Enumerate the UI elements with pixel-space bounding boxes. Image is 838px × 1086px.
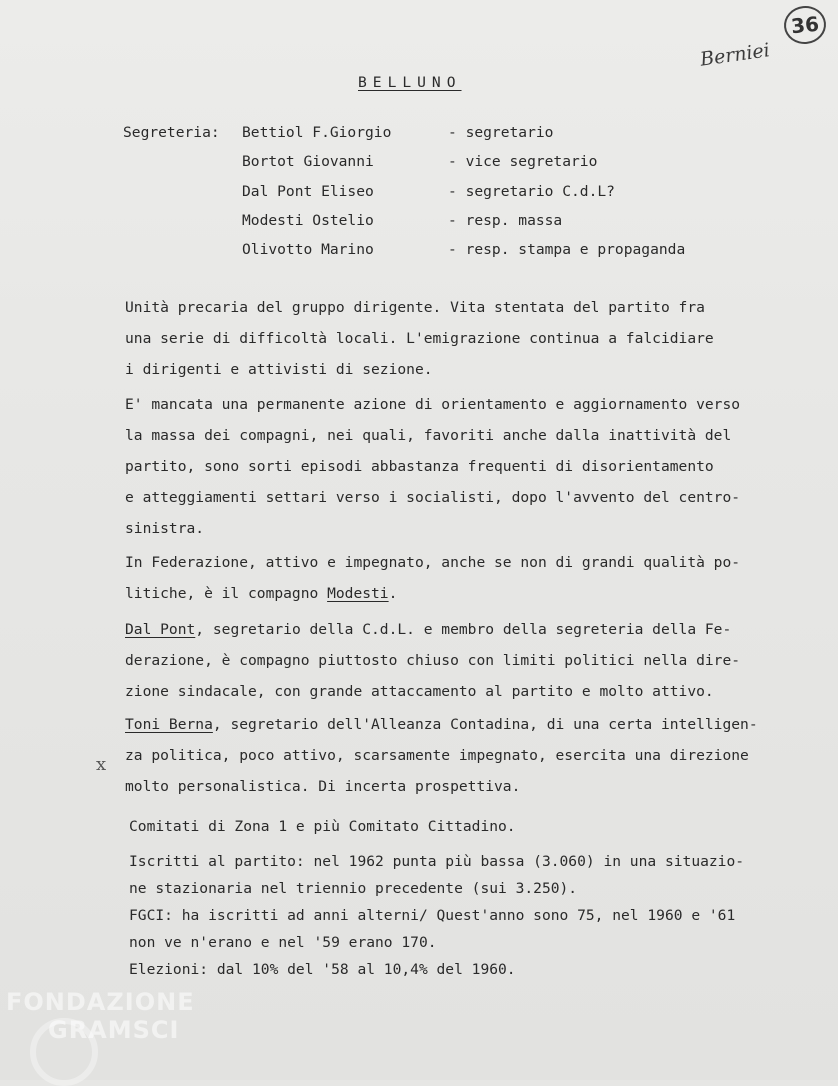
text-line: sinistra. xyxy=(125,520,205,537)
text-line xyxy=(125,578,830,609)
text-line: derazione, è compagno piuttosto chiuso con limiti politici nella dire- xyxy=(125,652,741,669)
paragraph-toni-berna xyxy=(125,709,830,802)
underlined-name-dal-pont: Dal Pont xyxy=(125,621,196,638)
paragraph-orientation xyxy=(125,389,830,544)
member-role: - segretario xyxy=(448,124,554,141)
segreteria-row xyxy=(0,241,838,263)
text-line: i dirigenti e attivisti di sezione. xyxy=(125,361,433,378)
text-line: non ve n'erano e nel '59 erano 170. xyxy=(129,934,437,951)
segreteria-label: Segreteria: xyxy=(123,124,220,141)
handwritten-annotation: Berniei xyxy=(698,39,772,71)
text-line: partito, sono sorti episodi abbastanza frequenti di disorientamento xyxy=(125,458,714,475)
member-role: - vice segretario xyxy=(448,153,598,170)
text-line xyxy=(125,709,830,740)
paragraph-federazione xyxy=(125,547,830,609)
text-line: ne stazionaria nel triennio precedente (sui 3.250). xyxy=(129,880,578,897)
text-line: molto personalistica. Di incerta prospettiva. xyxy=(125,778,521,795)
watermark xyxy=(6,990,195,1042)
text-segment: . xyxy=(388,585,398,602)
text-line: FGCI: ha iscritti ad anni alterni/ Quest'anno sono 75, nel 1960 e '61 xyxy=(129,907,736,924)
text-segment: litiche, è il compagno xyxy=(125,585,328,602)
text-line: e atteggiamenti settari verso i socialisti, dopo l'avvento del centro- xyxy=(125,489,741,506)
text-segment: , segretario della C.d.L. e membro della segreteria della Fe- xyxy=(195,621,732,638)
text-line: Comitati di Zona 1 e più Comitato Cittadino. xyxy=(129,818,516,835)
segreteria-row xyxy=(0,124,838,146)
paragraph-iscritti xyxy=(129,848,834,983)
text-line xyxy=(125,614,830,645)
member-name: Olivotto Marino xyxy=(242,241,374,258)
member-name: Bortot Giovanni xyxy=(242,153,374,170)
member-name: Dal Pont Eliseo xyxy=(242,183,374,200)
watermark-line: FONDAZIONE xyxy=(6,988,195,1016)
paragraph-comitati xyxy=(129,811,834,842)
segreteria-row xyxy=(0,183,838,205)
text-line: Unità precaria del gruppo dirigente. Vita stentata del partito fra xyxy=(125,299,705,316)
text-line: E' mancata una permanente azione di orientamento e aggiornamento verso xyxy=(125,396,741,413)
underlined-name-modesti: Modesti xyxy=(327,585,389,602)
paragraph-dal-pont xyxy=(125,614,830,707)
text-line: za politica, poco attivo, scarsamente impegnato, esercita una direzione xyxy=(125,747,749,764)
margin-mark: x xyxy=(96,754,107,775)
member-role: - resp. stampa e propaganda xyxy=(448,241,686,258)
underlined-name-toni-berna: Toni Berna xyxy=(125,716,213,733)
member-role: - resp. massa xyxy=(448,212,563,229)
text-line: la massa dei compagni, nei quali, favoriti anche dalla inattività del xyxy=(125,427,732,444)
text-line: Iscritti al partito: nel 1962 punta più bassa (3.060) in una situazio- xyxy=(129,853,745,870)
text-line: In Federazione, attivo e impegnato, anche se non di grandi qualità po- xyxy=(125,554,741,571)
text-line: una serie di difficoltà locali. L'emigrazione continua a falcidiare xyxy=(125,330,714,347)
member-name: Bettiol F.Giorgio xyxy=(242,124,392,141)
text-line: zione sindacale, con grande attaccamento al partito e molto attivo. xyxy=(125,683,714,700)
watermark-line: GRAMSCI xyxy=(48,1016,180,1044)
member-name: Modesti Ostelio xyxy=(242,212,374,229)
page-number-circle: 36 xyxy=(782,4,828,46)
text-line: Elezioni: dal 10% del '58 al 10,4% del 1960. xyxy=(129,961,516,978)
member-role: - segretario C.d.L? xyxy=(448,183,615,200)
document-title: BELLUNO xyxy=(358,74,462,91)
text-segment: , segretario dell'Alleanza Contadina, di una certa intelligen- xyxy=(212,716,758,733)
segreteria-row xyxy=(0,153,838,175)
paragraph-group-leadership xyxy=(125,292,830,385)
segreteria-row xyxy=(0,212,838,234)
